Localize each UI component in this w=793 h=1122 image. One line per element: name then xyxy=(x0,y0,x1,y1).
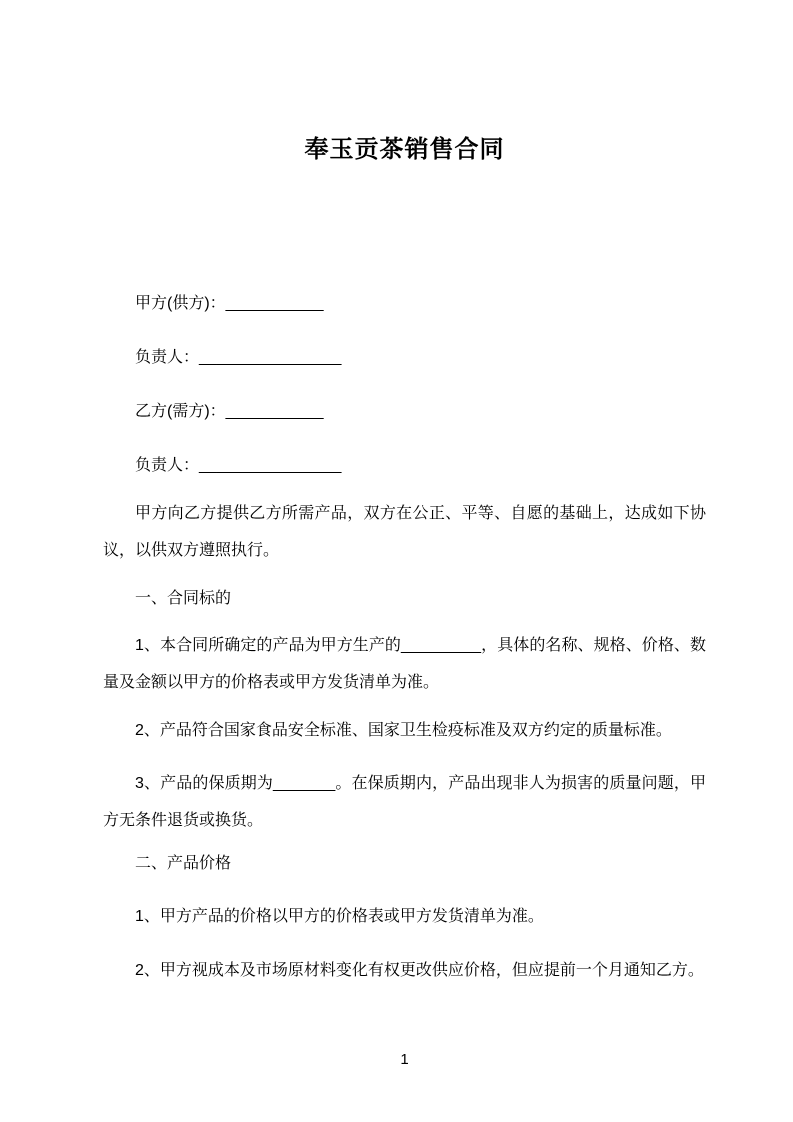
party-b-field xyxy=(103,402,706,422)
party-b-manager-field xyxy=(103,456,706,476)
party-a-manager-field xyxy=(103,348,706,368)
section-2-clause-1: 1、甲方产品的价格以甲方的价格表或甲方发货清单为准。 xyxy=(135,908,544,925)
party-b-manager-label: 负责人： xyxy=(135,457,200,474)
section-2-clause-2: 2、甲方视成本及市场原材料变化有权更改供应价格，但应提前一个月通知乙方。 xyxy=(135,962,704,979)
section-1-heading: 一、合同标的 xyxy=(135,590,232,607)
page-number: 1 xyxy=(400,1051,409,1068)
party-b-label: 乙方(需方)： xyxy=(135,403,226,420)
section-1-clause-1: 1、本合同所确定的产品为甲方生产的_________，具体的名称、规格、价格、数量及金额以甲方的价格表或甲方发货清单为准。 xyxy=(103,637,706,691)
party-b-fill-in-blank: ___________ xyxy=(225,403,324,420)
party-a-manager-label: 负责人： xyxy=(135,349,200,366)
intro-paragraph: 甲方向乙方提供乙方所需产品，双方在公正、平等、自愿的基础上，达成如下协议，以供双方遵照执行。 xyxy=(103,505,706,559)
party-b-manager-fill-in-blank: ________________ xyxy=(199,457,342,474)
document-title: 奉玉贡茶销售合同 xyxy=(304,136,505,163)
section-1-clause-3: 3、产品的保质期为_______。在保质期内，产品出现非人为损害的质量问题，甲方无条件退货或换货。 xyxy=(103,775,706,829)
party-a-field xyxy=(103,294,706,314)
section-1-clause-2: 2、产品符合国家食品安全标准、国家卫生检疫标准及双方约定的质量标准。 xyxy=(135,722,672,739)
section-2-heading: 二、产品价格 xyxy=(135,855,232,872)
party-a-label: 甲方(供方)： xyxy=(135,295,226,312)
party-a-manager-fill-in-blank: ________________ xyxy=(199,349,342,366)
party-a-fill-in-blank: ___________ xyxy=(225,295,324,312)
